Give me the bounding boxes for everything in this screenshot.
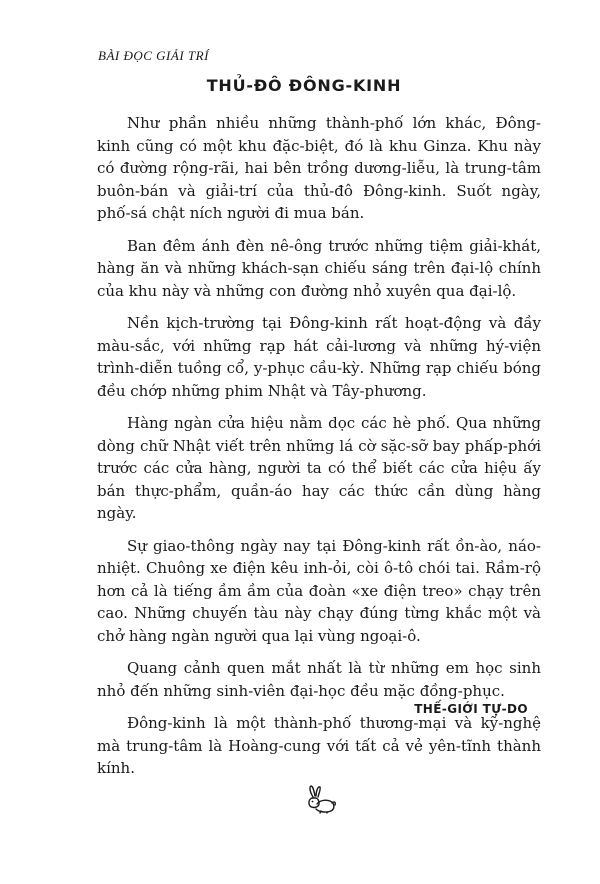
article-title: THỦ-ĐÔ ĐÔNG-KINH — [206, 76, 402, 95]
section-kicker: BÀI ĐỌC GIẢI TRÍ — [98, 48, 209, 63]
paragraph-7: Đông-kinh là một thành-phố thương-mại và kỹ-nghệ mà trung-tâm là Hoàng-cung với tất cả vẻ yên-tĩnh thành kính. — [97, 714, 541, 777]
paragraph-3: Nền kịch-trường tại Đông-kinh rất hoạt-động và đầy màu-sắc, với những rạp hát cải-lương và những hý-viện trình-diễn tuồng cổ, y-phục cầu-kỳ. Những rạp chiếu bóng đều chớp những phim Nhật và Tây-phương. — [97, 314, 541, 400]
paragraph-1: Như phần nhiều những thành-phố lớn khác, Đông-kinh cũng có một khu đặc-biệt, đó là khu Ginza. Khu này có đường rộng-rãi, hai bên trồng dương-liễu, là trung-tâm buôn-bán và giải-trí của thủ-đô Đông-kinh. Suốt ngày, phố-sá chật ních người đi mua bán. — [97, 114, 541, 222]
paragraph-5: Sự giao-thông ngày nay tại Đông-kinh rất ồn-ào, náo-nhiệt. Chuông xe điện kêu inh-ỏi, còi ô-tô chói tai. Rầm-rộ hơn cả là tiếng ầm ầm của đoàn «xe điện treo» chạy trên cao. Những chuyến tàu này chạy đúng từng khắc một và chở hàng ngàn người qua lại vùng ngoại-ô. — [97, 536, 541, 645]
rabbit-icon — [304, 784, 338, 814]
paragraph-6: Quang cảnh quen mắt nhất là từ những em học sinh nhỏ đến những sinh-viên đại-học đều mặc đồng-phục. — [97, 659, 541, 700]
paragraph-2: Ban đêm ánh đèn nê-ông trước những tiệm giải-khát, hàng ăn và những khách-sạn chiếu sáng trên đại-lộ chính của khu này và những con đường nhỏ xuyên qua đại-lộ. — [97, 236, 541, 300]
article-body — [97, 112, 541, 790]
paragraph-4: Hàng ngàn cửa hiệu nằm dọc các hè phố. Qua những dòng chữ Nhật viết trên những lá cờ sặc-sỡ bay phấp-phới trước các cửa hàng, người ta có thể biết các cửa hiệu ấy bán thực-phẩm, quần-áo hay các thức cần dùng hàng ngày. — [97, 414, 541, 522]
source-signature: THẾ-GIỚI TỰ-DO — [414, 702, 528, 716]
